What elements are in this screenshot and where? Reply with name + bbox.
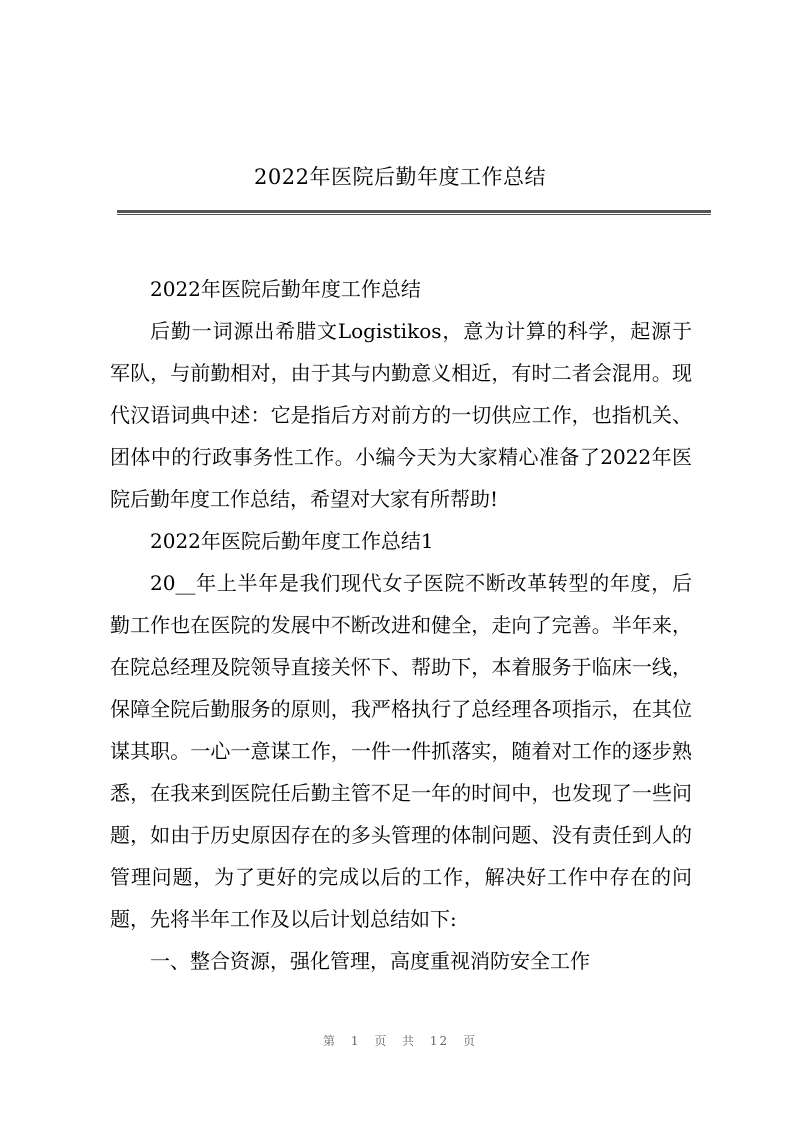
paragraph-body: 20__年上半年是我们现代女子医院不断改革转型的年度，后勤工作也在医院的发展中不断改进和健全，走向了完善。半年来，在院总经理及院领导直接关怀下、帮助下，本着服务于临床一线，保障全院后勤服务的原则，我严格执行了总经理各项指示，在其位谋其职。一心一意谋工作，一件一件抓落实，随着对工作的逐步熟悉，在我来到医院任后勤主管不足一年的时间中，也发现了一些问题，如由于历史原因存在的多头管理的体制问题、没有责任到人的管理问题，为了更好的完成以后的工作，解决好工作中存在的问题，先将半年工作及以后计划总结如下: — [110, 571, 692, 931]
paragraph-subheading: 一、整合资源，强化管理，高度重视消防安全工作 — [150, 949, 590, 973]
page-footer: 第 1 页 共 12 页 — [323, 1034, 477, 1048]
paragraph-heading: 2022年医院后勤年度工作总结 — [150, 277, 421, 301]
paragraph-intro: 后勤一词源出希腊文Logistikos，意为计算的科学，起源于军队，与前勤相对，由于其与内勤意义相近，有时二者会混用。现代汉语词典中述：它是指后方对前方的一切供应工作，也指机关、团体中的行政事务性工作。小编今天为大家精心准备了2022年医院后勤年度工作总结，希望对大家有所帮助! — [110, 319, 692, 511]
title-divider — [117, 210, 711, 215]
paragraph-section-title: 2022年医院后勤年度工作总结1 — [150, 529, 434, 553]
document-title: 2022年医院后勤年度工作总结 — [254, 165, 546, 189]
document-body — [110, 268, 692, 982]
